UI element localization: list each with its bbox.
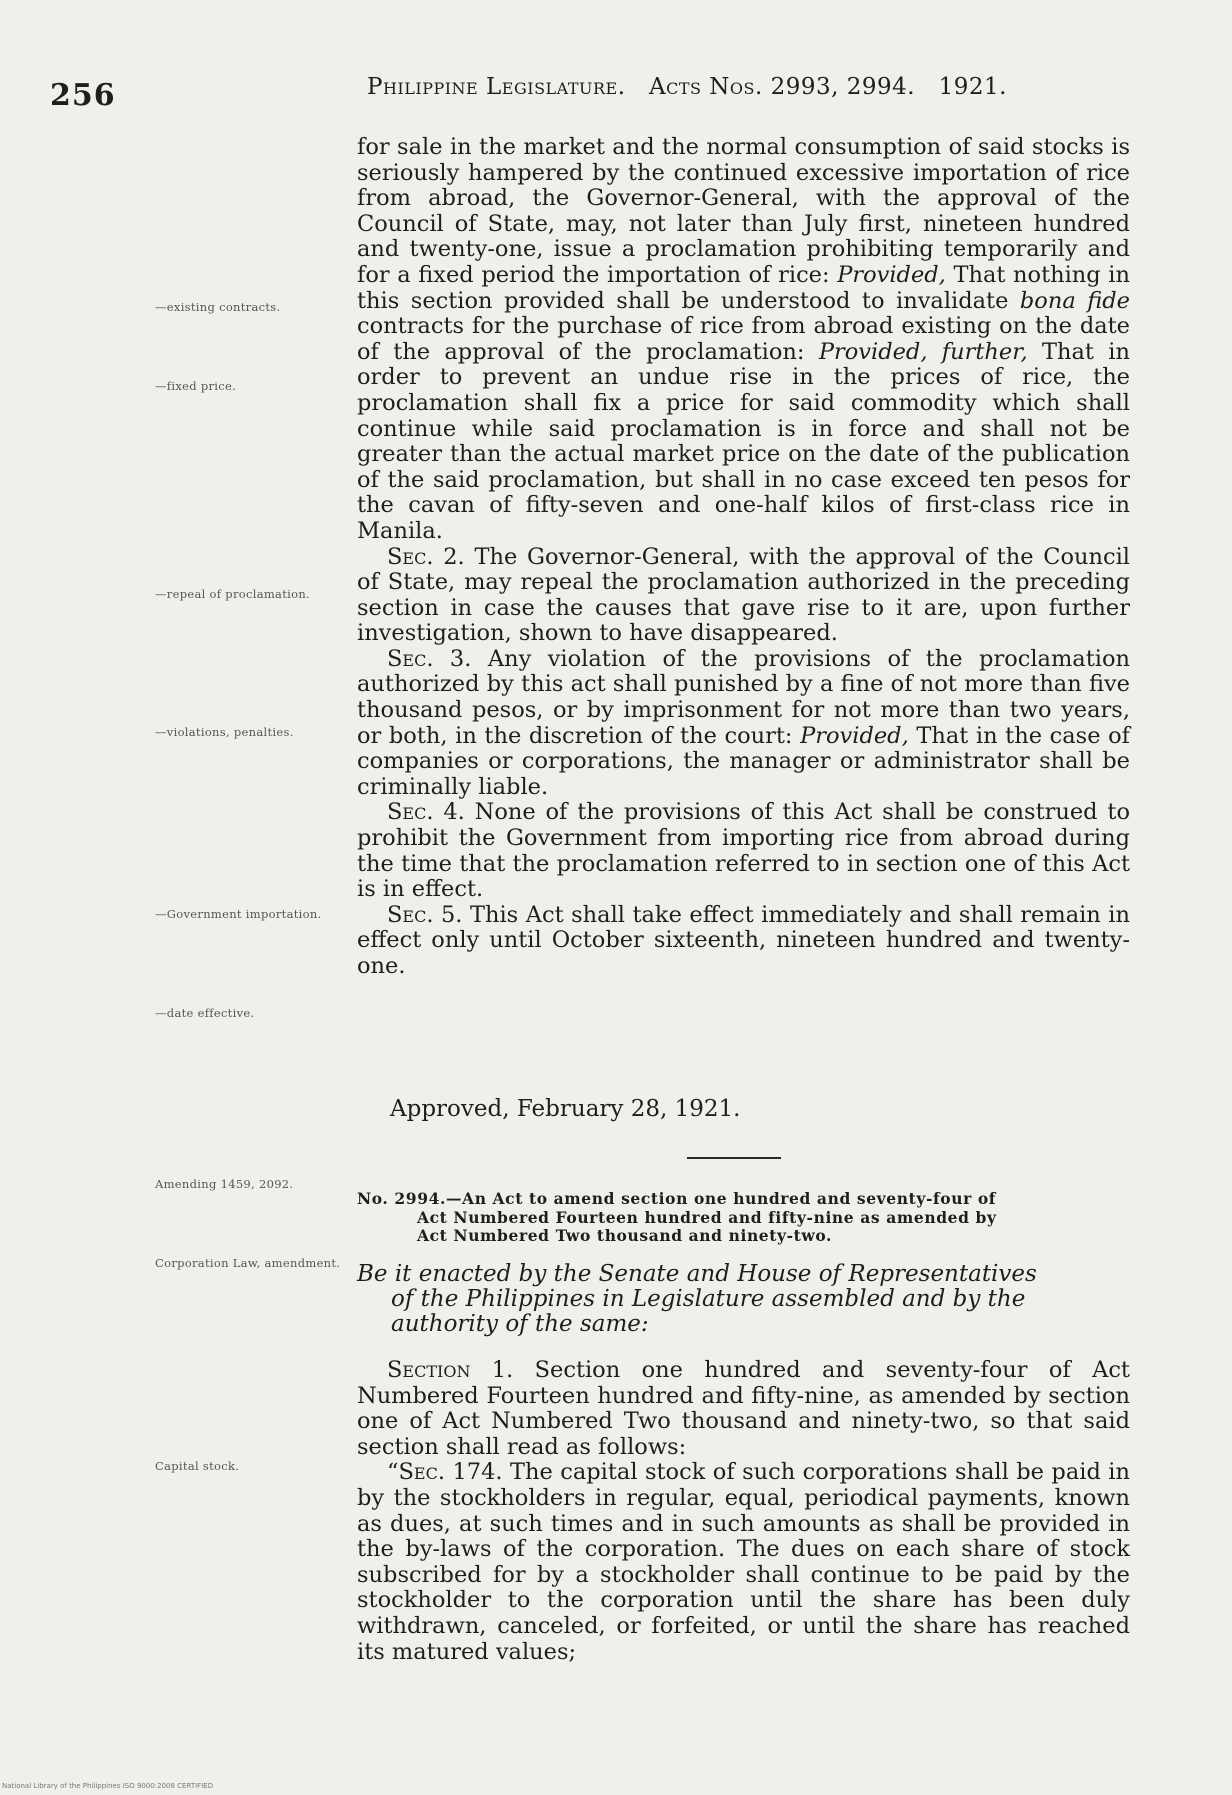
margin-note-corporation-law: Corporation Law, amendment. (155, 1256, 341, 1270)
text-run: for sale in the market and the normal consumption of said stocks is seriously hampered by the continued excessive importation of rice from abroad, the Governor-General, with the approval of the Council of State, may, not later than July first, nineteen hundred and twenty-one, issue a proclamation prohibiting temporarily and for a fixed period the importation of rice: (357, 134, 1130, 288)
margin-note-amending: Amending 1459, 2092. (155, 1177, 294, 1191)
act-title-line: No. 2994.—An Act to amend section one hundred and seventy-four of (357, 1189, 997, 1208)
text-run: That nothing in this section provided shall be understood to invalidate (357, 261, 1130, 314)
proviso-term: Provided, (800, 722, 909, 749)
running-title-acts: Acts Nos. 2993, 2994. (649, 74, 916, 100)
act-2994-section-174 (357, 1460, 1130, 1665)
section-text: This Act shall take effect immediately and shall remain in effect only until October sixteenth, nineteen hundred and twenty-one. (357, 901, 1130, 979)
text-run: contracts for the purchase of rice from abroad existing on the date of the approval of the proclamation: (357, 313, 1130, 365)
section-label: Sec. 2. (387, 543, 465, 570)
act-2993-body (357, 135, 1130, 980)
act-2994-body (357, 1358, 1130, 1665)
margin-note-existing-contracts: —existing contracts. (155, 300, 281, 314)
section-text: That in the case of companies or corporations, the manager or administrator shall be criminally liable. (357, 722, 1130, 800)
running-head (367, 74, 1127, 100)
section-label: Sec. 3. (387, 645, 472, 672)
act-2993-section-4 (357, 800, 1130, 902)
enacting-line: authority of the same: (391, 1311, 649, 1337)
proviso-term: Provided, (837, 261, 946, 288)
act-2993-section-3 (357, 647, 1130, 801)
section-text: The Governor-General, with the approval of the Council of State, may repeal the proclamation authorized in the preceding section in case the causes that gave rise to it are, upon further investigation, shown to have disappeared. (357, 543, 1131, 647)
section-text: The capital stock of such corporations shall be paid in by the stockholders in regular, equal, periodical payments, known as dues, at such times and in such amounts as shall be provided in the by-laws of the corporation. The dues on each share of stock subscribed for by a stockholder shall continue to be paid by the stockholder to the corporation until the share has been duly withdrawn, canceled, or forfeited, or until the share has reached its matured values; (357, 1459, 1130, 1665)
text-run: That in order to prevent an undue rise in the prices of rice, the proclamation shall fix a price for said commodity which shall continue while said proclamation is in force and shall not be greater than the actual market price on the date of the publication of the said proclamation, but shall in no case exceed ten pesos for the cavan of fifty-seven and one-half kilos of first-class rice in Manila. (357, 338, 1130, 544)
section-label: Sec. 5. (387, 901, 463, 928)
enacting-line: of the Philippines in Legislature assembled and by the (391, 1286, 1026, 1312)
act-title-line: Act Numbered Two thousand and ninety-two. (417, 1226, 833, 1245)
margin-note-fixed-price: —fixed price. (155, 379, 237, 393)
act-2993-section-5 (357, 903, 1130, 980)
act-2994-section-1 (357, 1358, 1130, 1460)
margin-note-government-importation: —Government importation. (155, 907, 322, 921)
enacting-line: Be it enacted by the Senate and House of Representatives (357, 1261, 1037, 1287)
margin-note-capital-stock: Capital stock. (155, 1459, 240, 1473)
section-label: “Sec. 174. (387, 1459, 503, 1486)
section-label: Section 1. (387, 1357, 514, 1383)
section-label: Sec. 4. (387, 799, 465, 826)
margin-note-date-effective: —date effective. (155, 1006, 255, 1020)
running-year: 1921. (938, 74, 1007, 100)
section-text: Any violation of the provisions of the proclamation authorized by this act shall punished by a fine of not more than five thousand pesos, or by imprisonment for not more than two years, or both, in the discretion of the court: (357, 645, 1130, 749)
proviso-further-term: Provided, further, (818, 338, 1028, 365)
act-2993-section-1-continuation (357, 135, 1130, 545)
separator-rule (687, 1157, 781, 1159)
enacting-clause (357, 1262, 1130, 1337)
act-2994-title (357, 1190, 1130, 1246)
section-text: None of the provisions of this Act shall be construed to prohibit the Government from importing rice from abroad during the time that the proclamation referred to in section one of this Act is in effect. (357, 799, 1131, 903)
approval-line: Approved, February 28, 1921. (390, 1096, 741, 1122)
running-title-legislature: Philippine Legislature. (367, 74, 626, 100)
scan-footer-mark: National Library of the Philippines ISO 9000:2008 CERTIFIED (2, 1782, 214, 1790)
act-title-line: Act Numbered Fourteen hundred and fifty-nine as amended by (417, 1207, 997, 1227)
page-number: 256 (50, 78, 116, 113)
section-text: Section one hundred and seventy-four of Act Numbered Fourteen hundred and fifty-nine, as amended by section one of Act Numbered Two thousand and ninety-two, so that said section shall read as follows: (357, 1357, 1130, 1460)
margin-note-violations: —violations, penalties. (155, 725, 294, 739)
act-2993-section-2 (357, 545, 1130, 647)
margin-note-repeal: —repeal of proclamation. (155, 587, 310, 601)
bona-fide-term: bona fide (1019, 287, 1130, 314)
